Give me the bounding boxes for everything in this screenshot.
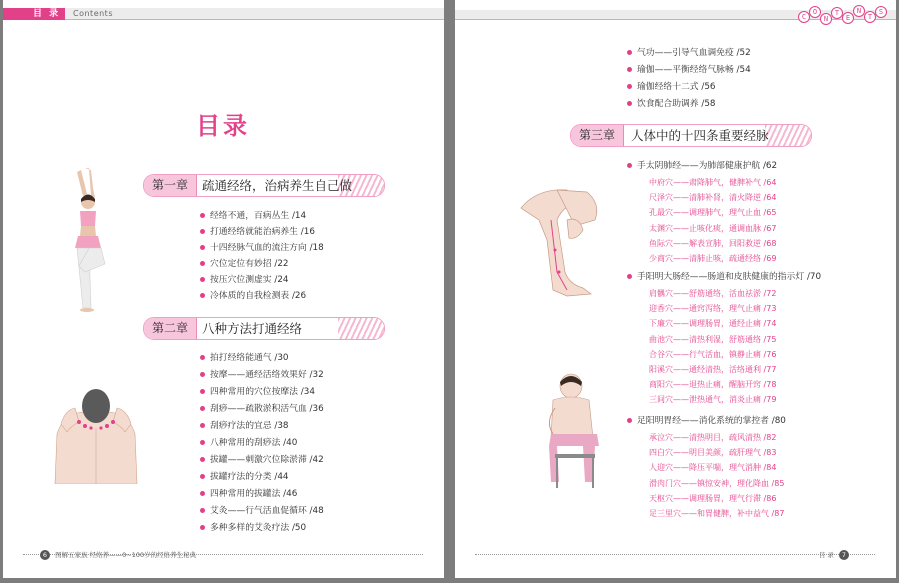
acupoint-item[interactable]: 少商穴——清肺止咳，疏通经络 /69 <box>649 253 777 263</box>
chapter-2-list <box>200 350 324 537</box>
toc-item[interactable] <box>200 435 324 452</box>
toc-item[interactable] <box>627 79 751 96</box>
toc-item[interactable] <box>200 288 324 304</box>
acupoint-item[interactable]: 孔最穴——调理肺气，理气止血 /65 <box>649 208 777 218</box>
toc-item[interactable] <box>200 401 324 418</box>
bullet-dot-icon <box>200 389 205 394</box>
toc-item[interactable] <box>200 367 324 384</box>
toc-item-label: 瑜伽——平衡经络气脉畅 /54 <box>637 65 751 75</box>
section-3-heading <box>627 413 786 429</box>
bullet-dot-icon <box>200 229 205 234</box>
bullet-dot-icon <box>200 261 205 266</box>
bullet-dot-icon <box>627 418 632 423</box>
acupoint-item[interactable]: 人迎穴——降压平喘，理气消肿 /84 <box>649 463 777 473</box>
bullet-dot-icon <box>200 440 205 445</box>
bullet-dot-icon <box>200 508 205 513</box>
bullet-dot-icon <box>200 293 205 298</box>
acupoint-item[interactable]: 四白穴——明目美颜，疏肝理气 /83 <box>649 448 777 458</box>
page-number: 7 <box>839 550 849 560</box>
toc-item-label: 拔罐疗法的分类 /44 <box>210 472 289 482</box>
toc-item[interactable] <box>200 256 324 272</box>
chapter-2-title: 八种方法打通经络 <box>202 321 303 336</box>
toc-item-label: 手太阴肺经——为肺部健康护航 /62 <box>637 161 778 171</box>
contents-letter: E <box>842 12 854 24</box>
bullet-dot-icon <box>200 213 205 218</box>
toc-item-label: 刮痧——疏散淤积活气血 /36 <box>210 404 324 414</box>
toc-item-label: 四种常用的拔罐法 /46 <box>210 489 298 499</box>
chapter-3-tag: 第三章 <box>571 125 624 146</box>
acupoint-item[interactable]: 太渊穴——止咳化痰，通调血脉 /67 <box>649 223 777 233</box>
toc-item-label: 饮食配合助调养 /58 <box>637 99 716 109</box>
toc-item-label: 艾灸——行气活血促循环 /48 <box>210 506 324 516</box>
toc-item-label: 气功——引导气血调免疫 /52 <box>637 48 751 58</box>
footer-right <box>819 550 852 560</box>
acupoint-item[interactable]: 肩髃穴——舒筋通络，活血祛淤 /72 <box>649 289 777 298</box>
toc-item-label: 拔罐——刺激穴位除淤滞 /42 <box>210 455 324 465</box>
section-1-heading <box>627 158 777 174</box>
toc-item[interactable] <box>200 469 324 486</box>
toc-item[interactable] <box>200 208 324 224</box>
chapter-2-tag: 第二章 <box>144 318 197 339</box>
section-3-points <box>649 430 784 521</box>
page-number: 6 <box>40 550 50 560</box>
top-list <box>627 45 751 113</box>
toc-item[interactable] <box>200 418 324 435</box>
bullet-dot-icon <box>200 277 205 282</box>
bullet-dot-icon <box>200 525 205 530</box>
acupoint-item[interactable]: 迎香穴——通窍泻络，理气止痛 /73 <box>649 304 777 314</box>
bullet-dot-icon <box>627 67 632 72</box>
toc-item[interactable] <box>200 503 324 520</box>
bullet-dot-icon <box>627 84 632 89</box>
bullet-dot-icon <box>627 50 632 55</box>
chapter-1-title: 疏通经络，治病养生自己做 <box>202 178 353 193</box>
acupoint-item[interactable]: 尺泽穴——清肺补肾，清火降逆 /64 <box>649 193 777 203</box>
bullet-dot-icon <box>200 355 205 360</box>
toc-item-label: 四种常用的穴位按摩法 /34 <box>210 387 315 397</box>
toc-item[interactable] <box>627 45 751 62</box>
toc-item[interactable] <box>200 520 324 537</box>
acupoint-item[interactable]: 足三里穴——和胃健脾，补中益气 /87 <box>649 508 785 518</box>
toc-item-label: 按摩——通经活络效果好 /32 <box>210 370 324 380</box>
acupoint-item[interactable]: 商阳穴——退热止痛，醒脑开窍 /78 <box>649 380 777 390</box>
contents-letter: N <box>820 13 832 25</box>
right-page <box>455 0 896 578</box>
section-1-points <box>649 175 776 266</box>
toc-item-label: 八种常用的刮痧法 /40 <box>210 438 298 448</box>
contents-letter: T <box>831 7 843 19</box>
acupoint-item[interactable]: 曲池穴——清热利湿，舒筋通络 /75 <box>649 334 777 344</box>
contents-letter: O <box>809 6 821 18</box>
toc-item-label: 足阳明胃经——消化系统的掌控者 /80 <box>637 416 786 426</box>
bullet-dot-icon <box>200 457 205 462</box>
banner-stripes <box>338 318 384 339</box>
toc-item[interactable] <box>200 384 324 401</box>
toc-item[interactable] <box>200 240 324 256</box>
toc-item-label: 多种多样的艾灸疗法 /50 <box>210 523 307 533</box>
acupoint-item[interactable]: 合谷穴——行气活血，镇静止痛 /76 <box>649 349 777 359</box>
footer-label: 目 录 <box>818 551 834 559</box>
toc-item-label: 刮痧疗法的宜忌 /38 <box>210 421 289 431</box>
header-bar <box>3 8 444 20</box>
acupoint-item[interactable]: 下廉穴——调理肠胃，通经止痛 /74 <box>649 319 777 329</box>
contents-letter: T <box>864 11 876 23</box>
toc-item-label: 打通经络就能治病养生 /16 <box>210 227 315 238</box>
toc-item-label: 瑜伽经络十二式 /56 <box>637 82 716 92</box>
toc-item[interactable] <box>627 269 821 285</box>
section-2-points <box>649 286 776 408</box>
footer-left <box>37 550 196 560</box>
banner-stripes <box>765 125 811 146</box>
bullet-dot-icon <box>200 491 205 496</box>
contents-letter: C <box>798 11 810 23</box>
acupoint-item[interactable]: 阳溪穴——通经清热，活络通利 /77 <box>649 364 777 374</box>
toc-item[interactable] <box>627 413 786 429</box>
contents-badge <box>798 2 890 24</box>
toc-item-label: 经络不通，百病丛生 /14 <box>210 211 307 221</box>
seated-man-illustration <box>535 372 611 490</box>
toc-item-label: 按压穴位测虚实 /24 <box>210 275 289 286</box>
header-label: 目 录 <box>3 8 65 20</box>
acupoint-item[interactable]: 三间穴——泄热通气，消炎止痛 /79 <box>649 395 777 405</box>
toc-item-label: 拍打经络能通气 /30 <box>210 353 289 363</box>
bullet-dot-icon <box>627 274 632 279</box>
section-2-heading <box>627 269 821 285</box>
toc-item-label: 十四经脉气血的流注方向 /18 <box>210 243 324 254</box>
toc-item[interactable] <box>627 62 751 79</box>
bullet-dot-icon <box>200 474 205 479</box>
bullet-dot-icon <box>200 406 205 411</box>
chapter-1-list <box>200 208 324 305</box>
toc-item[interactable] <box>200 272 324 288</box>
yoga-figure-illustration <box>55 168 123 313</box>
left-page <box>3 0 444 578</box>
toc-item[interactable] <box>200 486 324 503</box>
acupoint-item[interactable]: 承泣穴——清热明目，疏风清热 /82 <box>649 433 777 442</box>
acupoint-item[interactable]: 天枢穴——调理肠胃，理气行滞 /86 <box>649 493 777 503</box>
toc-item[interactable] <box>200 224 324 240</box>
contents-letter: S <box>875 6 887 18</box>
bullet-dot-icon <box>200 245 205 250</box>
toc-item-label: 穴位定位有妙招 /22 <box>210 259 289 270</box>
contents-letter: N <box>853 5 865 17</box>
toc-item-label: 手阳明大肠经——肠道和皮肤健康的指示灯 /70 <box>637 272 822 282</box>
shoulder-massage-illustration <box>53 384 139 484</box>
chapter-3-banner[interactable] <box>570 124 812 147</box>
toc-item-label: 冷体质的自我检测表 /26 <box>210 291 307 302</box>
header-english: Contents <box>73 9 113 18</box>
chapter-2-banner[interactable] <box>143 317 385 340</box>
chapter-1-tag: 第一章 <box>144 175 197 196</box>
book-title: 图解五家族 经络养——0~100岁的经络养生秘典 <box>55 551 197 559</box>
chapter-1-banner[interactable] <box>143 174 385 197</box>
bullet-dot-icon <box>200 423 205 428</box>
toc-item[interactable] <box>627 158 777 174</box>
bullet-dot-icon <box>627 163 632 168</box>
toc-item[interactable] <box>200 452 324 469</box>
bullet-dot-icon <box>200 372 205 377</box>
page-title: 目录 <box>196 112 250 140</box>
bullet-dot-icon <box>627 101 632 106</box>
acupoint-item[interactable]: 中府穴——肃降肺气，健脾补气 /64 <box>649 178 777 187</box>
acupoint-item[interactable]: 鱼际穴——解表宣肺，回阳救逆 /68 <box>649 238 777 248</box>
toc-item[interactable] <box>627 96 751 113</box>
acupoint-item[interactable]: 滑肉门穴——镇惊安神，理化降血 /85 <box>649 478 785 488</box>
toc-item[interactable] <box>200 350 324 367</box>
chapter-3-title: 人体中的十四条重要经脉 <box>631 128 769 143</box>
footer-rule <box>475 554 875 555</box>
leg-meridian-illustration <box>517 180 613 298</box>
